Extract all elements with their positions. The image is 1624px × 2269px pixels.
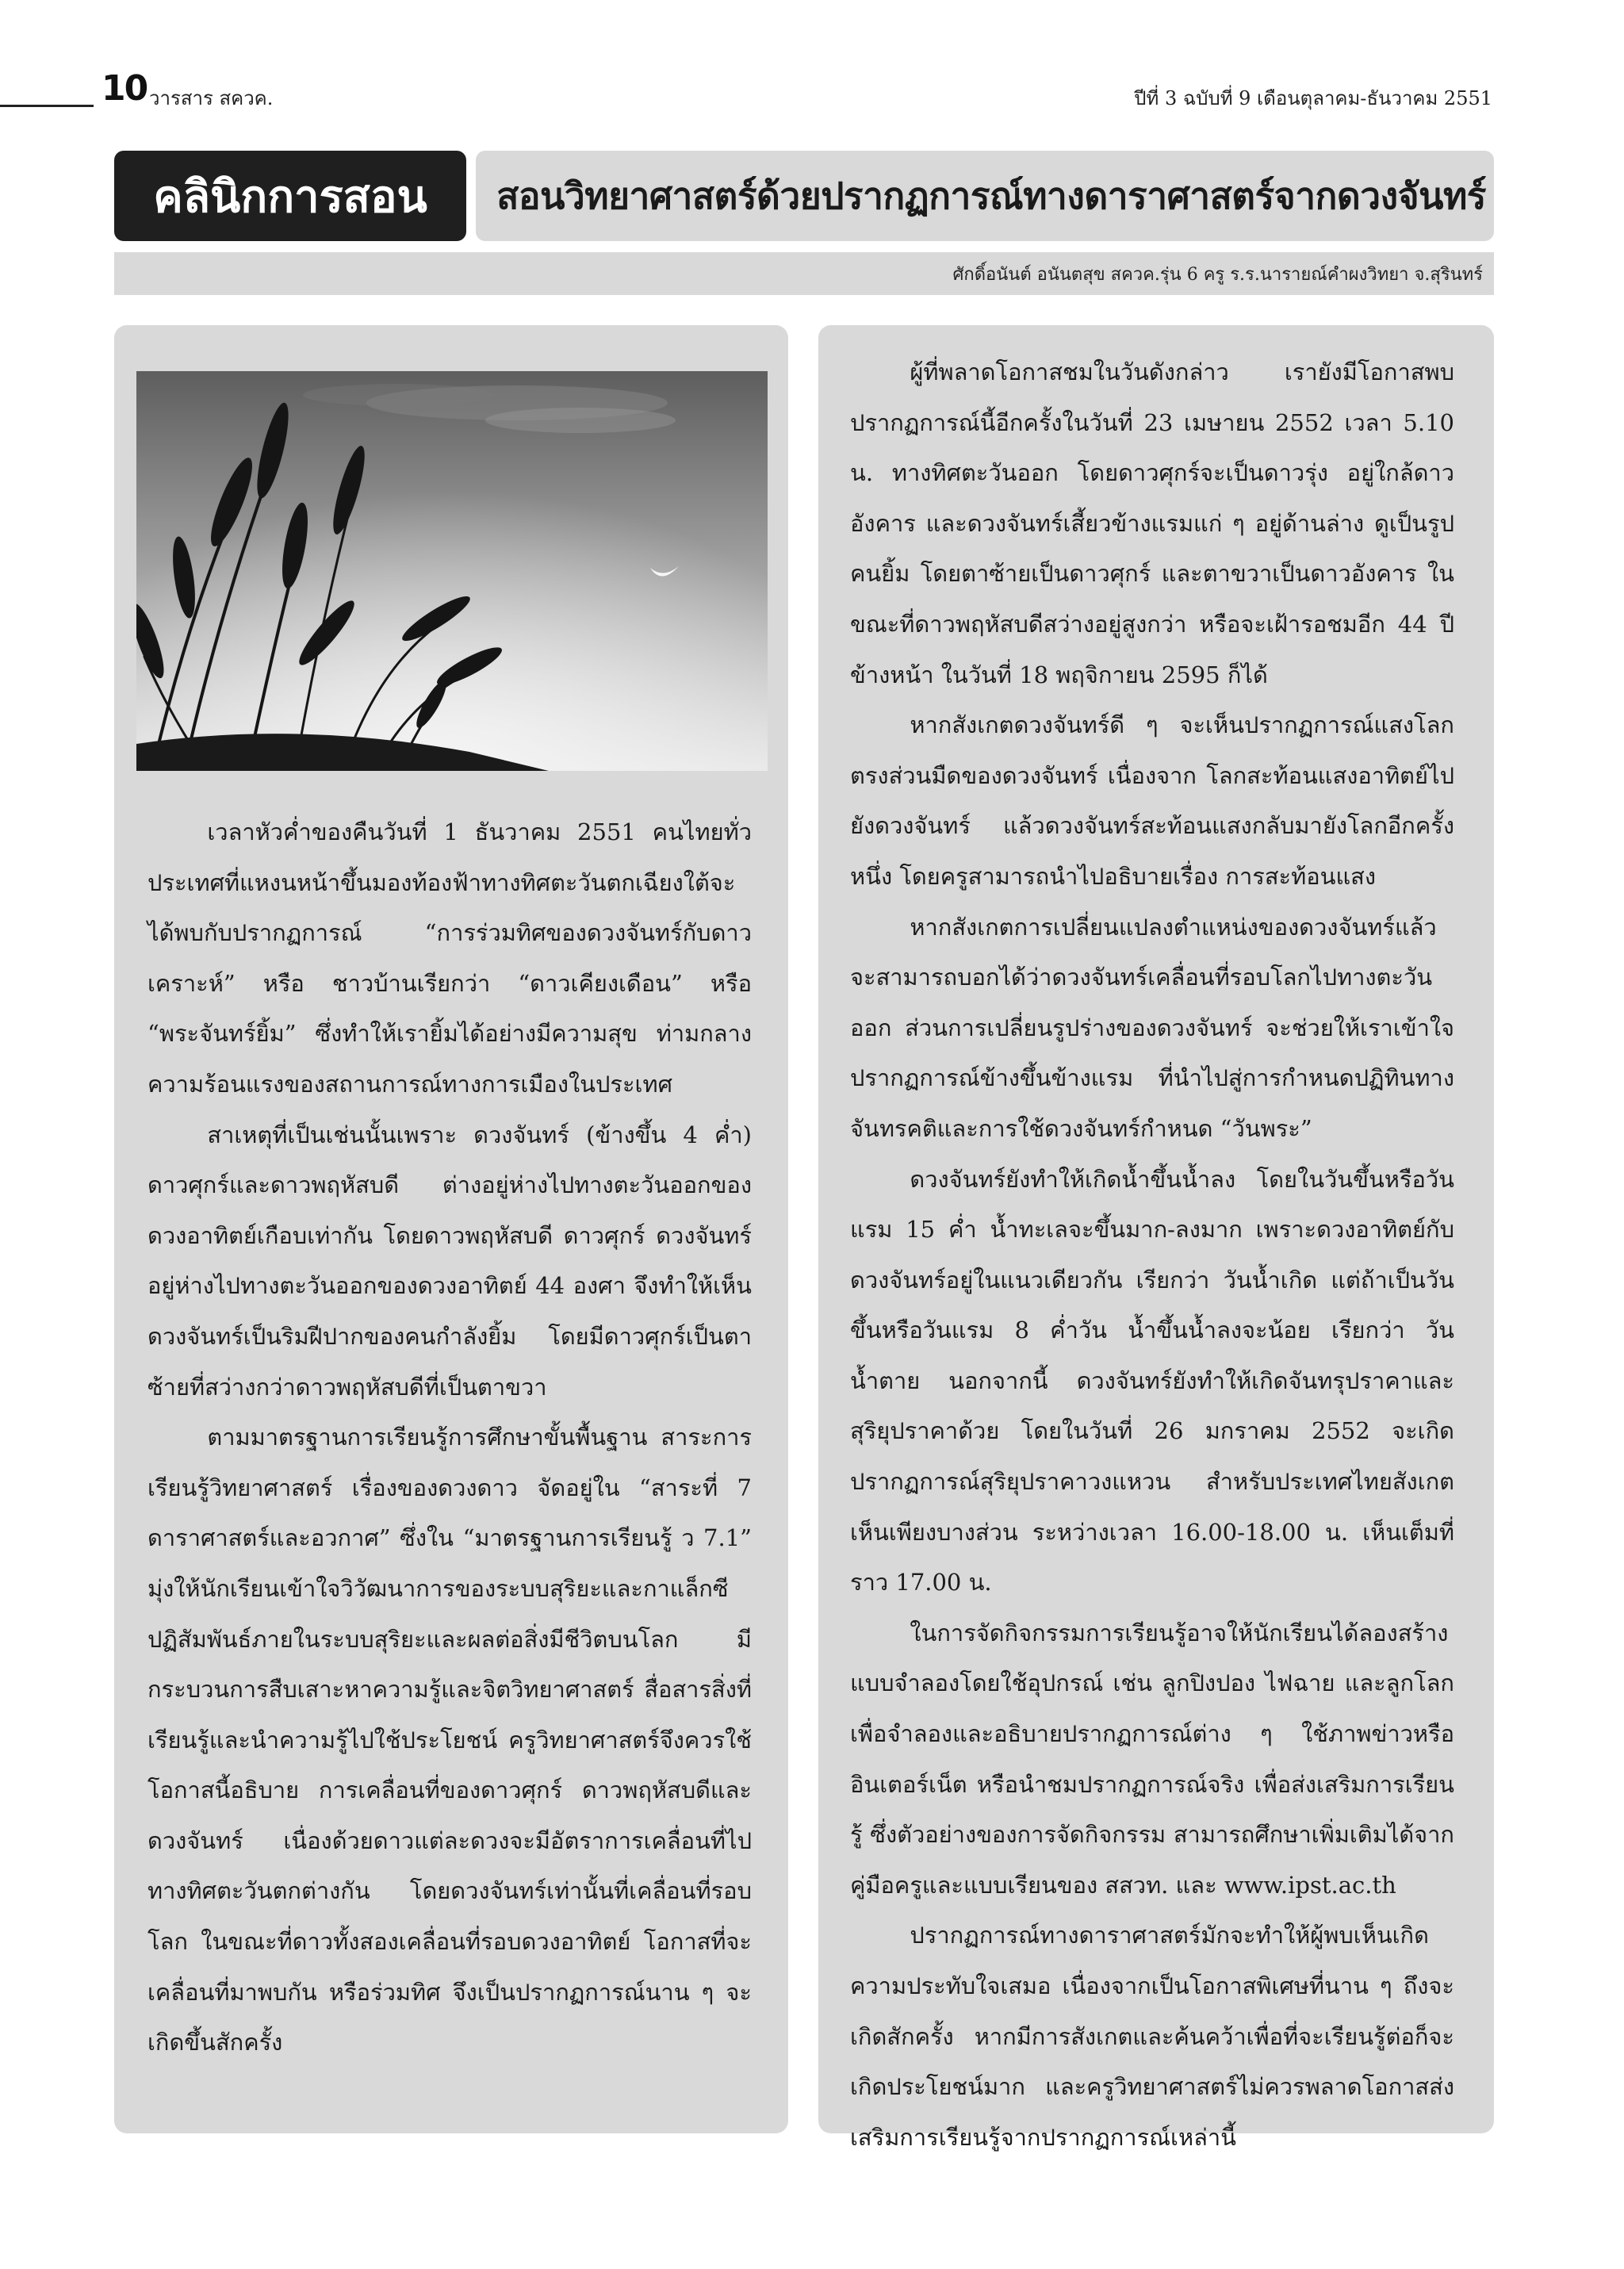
crescent-moon-grass-photo xyxy=(136,371,768,771)
issue-info: ปีที่ 3 ฉบับที่ 9 เดือนตุลาคม-ธันวาคม 2551 xyxy=(1134,87,1492,109)
paragraph: หากสังเกตการเปลี่ยนแปลงตำแหน่งของดวงจันทร์แล้ว จะสามารถบอกได้ว่าดวงจันทร์เคลื่อนที่รอบโลกไปทางตะวันออก ส่วนการเปลี่ยนรูปร่างของดวงจันทร์ จะช่วยให้เราเข้าใจปรากฏการณ์ข้างขึ้นข้างแรม ที่นำไปสู่การกำหนดปฏิทินทางจันทรคติและการใช้ดวงจันทร์กำหนด “วันพระ” xyxy=(850,913,1454,1142)
right-column-text xyxy=(850,347,1454,2163)
journal-name: วารสาร สควค. xyxy=(149,87,274,109)
paragraph: ตามมาตรฐานการเรียนรู้การศึกษาขั้นพื้นฐาน สาระการเรียนรู้วิทยาศาสตร์ เรื่องของดวงดาว จัดอยู่ใน “สาระที่ 7 ดาราศาสตร์และอวกาศ” ซึ่งใน “มาตรฐานการเรียนรู้ ว 7.1” มุ่งให้นักเรียนเข้าใจวิวัฒนาการของระบบสุริยะและกาแล็กซี ปฏิสัมพันธ์ภายในระบบสุริยะและผลต่อสิ่งมีชีวิตบนโลก มีกระบวนการสืบเสาะหาความรู้และจิตวิทยาศาสตร์ สื่อสารสิ่งที่เรียนรู้และนำความรู้ไปใช้ประโยชน์ ครูวิทยาศาสตร์จึงควรใช้โอกาสนี้อธิบาย การเคลื่อนที่ของดาวศุกร์ ดาวพฤหัสบดีและดวงจันทร์ เนื่องด้วยดาวแต่ละดวงจะมีอัตราการเคลื่อนที่ไปทางทิศตะวันตกต่างกัน โดยดวงจันทร์เท่านั้นที่เคลื่อนที่รอบโลก ในขณะที่ดาวทั้งสองเคลื่อนที่รอบดวงอาทิตย์ โอกาสที่จะเคลื่อนที่มาพบกัน หรือร่วมทิศ จึงเป็นปรากฏการณ์นาน ๆ จะเกิดขึ้นสักครั้ง xyxy=(147,1424,752,2056)
paragraph: เวลาหัวค่ำของคืนวันที่ 1 ธันวาคม 2551 คนไทยทั่วประเทศที่แหงนหน้าขึ้นมองท้องฟ้าทางทิศตะวันตกเฉียงใต้จะได้พบกับปรากฏการณ์ “การร่วมทิศของดวงจันทร์กับดาวเคราะห์” หรือ ชาวบ้านเรียกว่า “ดาวเคียงเดือน” หรือ “พระจันทร์ยิ้ม” ซึ่งทำให้เรายิ้มได้อย่างมีความสุข ท่ามกลางความร้อนแรงของสถานการณ์ทางการเมืองในประเทศ xyxy=(147,818,752,1098)
byline: ศักดิ์อนันต์ อนันตสุข สควค.รุ่น 6 ครู ร.ร.นารายณ์คำผงวิทยา จ.สุรินทร์ xyxy=(952,264,1483,285)
title-band xyxy=(476,151,1494,241)
paragraph: ปรากฏการณ์ทางดาราศาสตร์มักจะทำให้ผู้พบเห็นเกิดความประทับใจเสมอ เนื่องจากเป็นโอกาสพิเศษที่นาน ๆ ถึงจะเกิดสักครั้ง หากมีการสังเกตและค้นคว้าเพื่อที่จะเรียนรู้ต่อก็จะเกิดประโยชน์มาก และครูวิทยาศาสตร์ไม่ควรพลาดโอกาสส่งเสริมการเรียนรู้จากปรากฏการณ์เหล่านี้ xyxy=(850,1922,1454,2151)
paragraph: ในการจัดกิจกรรมการเรียนรู้อาจให้นักเรียนได้ลองสร้างแบบจำลองโดยใช้อุปกรณ์ เช่น ลูกปิงปอง ไฟฉาย และลูกโลก เพื่อจำลองและอธิบายปรากฏการณ์ต่าง ๆ ใช้ภาพข่าวหรืออินเตอร์เน็ต หรือนำชมปรากฏการณ์จริง เพื่อส่งเสริมการเรียนรู้ ซึ่งตัวอย่างของการจัดกิจกรรม สามารถศึกษาเพิ่มเติมได้จากคู่มือครูและแบบเรียนของ สสวท. และ www.ipst.ac.th xyxy=(850,1619,1454,1899)
header-rule xyxy=(0,105,94,107)
article-title: สอนวิทยาศาสตร์ด้วยปรากฏการณ์ทางดาราศาสตร์จากดวงจันทร์ xyxy=(496,174,1486,217)
page-number: 10 xyxy=(102,68,147,109)
paragraph: ผู้ที่พลาดโอกาสชมในวันดังกล่าว เรายังมีโอกาสพบปรากฏการณ์นี้อีกครั้งในวันที่ 23 เมษายน 2552 เวลา 5.10 น. ทางทิศตะวันออก โดยดาวศุกร์จะเป็นดาวรุ่ง อยู่ใกล้ดาวอังคาร และดวงจันทร์เสี้ยวข้างแรมแก่ ๆ อยู่ด้านล่าง ดูเป็นรูปคนยิ้ม โดยตาซ้ายเป็นดาวศุกร์ และตาขวาเป็นดาวอังคาร ในขณะที่ดาวพฤหัสบดีสว่างอยู่สูงกว่า หรือจะเฝ้ารอชมอีก 44 ปีข้างหน้า ในวันที่ 18 พฤจิกายน 2595 ก็ได้ xyxy=(850,358,1454,688)
byline-band xyxy=(114,252,1494,295)
paragraph: สาเหตุที่เป็นเช่นนั้นเพราะ ดวงจันทร์ (ข้างขึ้น 4 ค่ำ) ดาวศุกร์และดาวพฤหัสบดี ต่างอยู่ห่างไปทางตะวันออกของดวงอาทิตย์เกือบเท่ากัน โดยดาวพฤหัสบดี ดาวศุกร์ ดวงจันทร์ อยู่ห่างไปทางตะวันออกของดวงอาทิตย์ 44 องศา จึงทำให้เห็นดวงจันทร์เป็นริมฝีปากของคนกำลังยิ้ม โดยมีดาวศุกร์เป็นตาซ้ายที่สว่างกว่าดาวพฤหัสบดีที่เป็นตาขวา xyxy=(147,1121,752,1401)
paragraph: หากสังเกตดวงจันทร์ดี ๆ จะเห็นปรากฏการณ์แสงโลกตรงส่วนมืดของดวงจันทร์ เนื่องจาก โลกสะท้อนแสงอาทิตย์ไปยังดวงจันทร์ แล้วดวงจันทร์สะท้อนแสงกลับมายังโลกอีกครั้งหนึ่ง โดยครูสามารถนำไปอธิบายเรื่อง การสะท้อนแสง xyxy=(850,711,1454,890)
left-column-text xyxy=(147,807,752,2068)
section-tag: คลินิกการสอน xyxy=(114,151,466,241)
paragraph: ดวงจันทร์ยังทำให้เกิดน้ำขึ้นน้ำลง โดยในวันขึ้นหรือวันแรม 15 ค่ำ น้ำทะเลจะขึ้นมาก-ลงมาก เพราะดวงอาทิตย์กับดวงจันทร์อยู่ในแนวเดียวกัน เรียกว่า วันน้ำเกิด แต่ถ้าเป็นวันขึ้นหรือวันแรม 8 ค่ำวัน น้ำขึ้นน้ำลงจะน้อย เรียกว่า วันน้ำตาย นอกจากนี้ ดวงจันทร์ยังทำให้เกิดจันทรุปราคาและสุริยุปราคาด้วย โดยในวันที่ 26 มกราคม 2552 จะเกิดปรากฏการณ์สุริยุปราคาวงแหวน สำหรับประเทศไทยสังเกตเห็นเพียงบางส่วน ระหว่างเวลา 16.00-18.00 น. เห็นเต็มที่ราว 17.00 น. xyxy=(850,1165,1454,1596)
